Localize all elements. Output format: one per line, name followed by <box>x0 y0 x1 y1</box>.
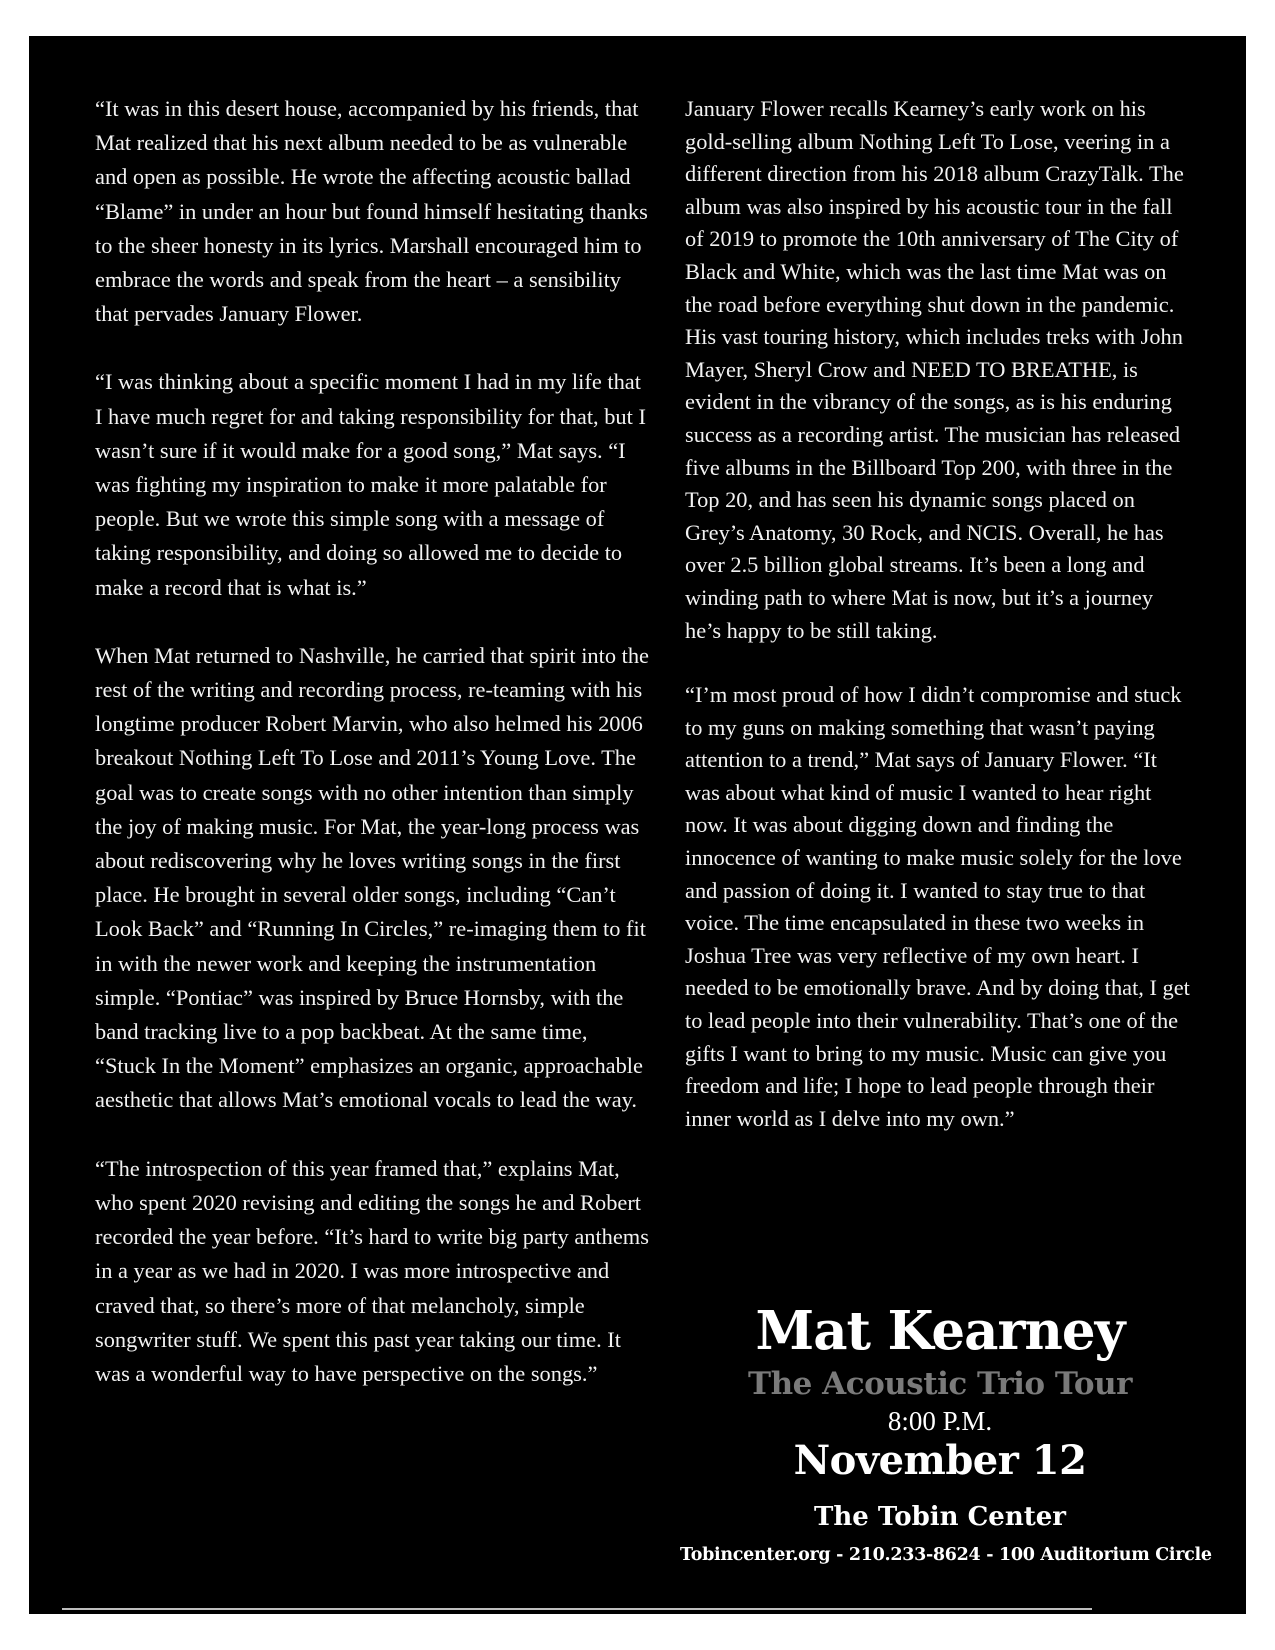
ad-tour-name: The Acoustic Trio Tour <box>748 1366 1132 1402</box>
bottom-divider <box>62 1608 1092 1610</box>
concert-ad <box>680 1300 1212 1570</box>
paragraph: “It was in this desert house, accompanied by his friends, that Mat realized that his next album needed to be as vulnerable and open as possible. He wrote the affecting acoustic ballad “Blame” in under an hour but found himself hesitating thanks to the sheer honesty in its lyrics. Marshall encouraged him to embrace the words and speak from the heart – a sensibility that pervades January Flower. <box>95 96 648 327</box>
ad-venue: The Tobin Center <box>814 1502 1066 1532</box>
ad-show-time: 8:00 P.M. <box>887 1406 993 1436</box>
paragraph: “I was thinking about a specific moment I had in my life that I have much regret for and taking responsibility for that, but I wasn’t sure if it would make for a good song,” Mat says. “I was fighting my inspiration to make it more palatable for people. But we wrote this simple song with a message of taking responsibility, and doing so allowed me to decide to make a record that is what is.” <box>95 369 646 600</box>
paragraph: “The introspection of this year framed that,” explains Mat, who spent 2020 revising and editing the songs he and Robert recorded the year before. “It’s hard to write big party anthems in a year as we had in 2020. I was more introspective and craved that, so there’s more of that melancholy, simple songwriter stuff. We spent this past year taking our time. It was a wonderful way to have perspective on the songs.” <box>95 1155 649 1386</box>
left-text-column <box>95 92 650 1425</box>
paragraph: When Mat returned to Nashville, he carried that spirit into the rest of the writing and recording process, re-teaming with his longtime producer Robert Marvin, who also helmed his 2006 breakout Nothing Left To Lose and 2011’s Young Love. The goal was to create songs with no other intention than simply the joy of making music. For Mat, the year-long process was about rediscovering why he loves writing songs in the first place. He brought in several older songs, including “Can’t Look Back” and “Running In Circles,” re-imaging them to fit in with the newer work and keeping the instrumentation simple. “Pontiac” was inspired by Bruce Hornsby, with the band tracking live to a pop backbeat. At the same time, “Stuck In the Moment” emphasizes an organic, approachable aesthetic that allows Mat’s emotional vocals to lead the way. <box>95 642 649 1113</box>
paragraph: January Flower recalls Kearney’s early work on his gold-selling album Nothing Left To Lose, veering in a different direction from his 2018 album CrazyTalk. The album was also inspired by his acoustic tour in the fall of 2019 to promote the 10th anniversary of The City of Black and White, which was the last time Mat was on the road before everything shut down in the pandemic. His vast touring history, which includes treks with John Mayer, Sheryl Crow and NEED TO BREATHE, is evident in the vibrancy of the songs, as is his enduring success as a recording artist. The musician has released five albums in the Billboard Top 200, with three in the Top 20, and has seen his dynamic songs placed on Grey’s Anatomy, 30 Rock, and NCIS. Overall, he has over 2.5 billion global streams. It’s been a long and winding path to where Mat is now, but it’s a journey he’s happy to be still taking. <box>685 96 1184 643</box>
right-text-column <box>685 93 1190 1167</box>
ad-show-date: November 12 <box>793 1437 1087 1484</box>
ad-artist-name: Mat Kearney <box>755 1300 1125 1362</box>
ad-contact-info: Tobincenter.org - 210.233-8624 - 100 Auditorium Circle <box>680 1545 1212 1565</box>
paragraph: “I’m most proud of how I didn’t compromise and stuck to my guns on making something that wasn’t paying attention to a trend,” Mat says of January Flower. “It was about what kind of music I wanted to hear right now. It was about digging down and finding the innocence of wanting to make music solely for the love and passion of doing it. I wanted to stay true to that voice. The time encapsulated in these two weeks in Joshua Tree was very reflective of my own heart. I needed to be emotionally brave. And by doing that, I get to lead people into their vulnerability. That’s one of the gifts I want to bring to my music. Music can give you freedom and life; I hope to lead people through their inner world as I delve into my own.” <box>685 682 1190 1131</box>
